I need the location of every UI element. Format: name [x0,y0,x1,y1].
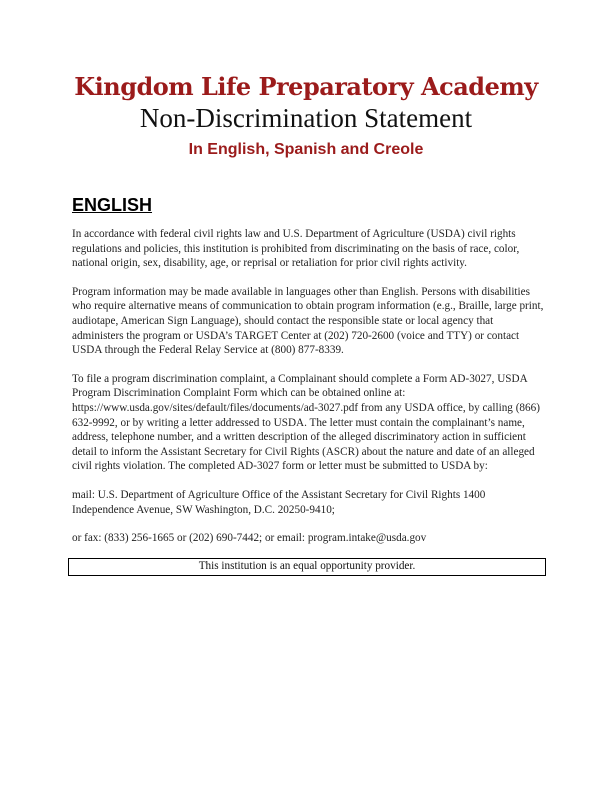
paragraph-mail-address: mail: U.S. Department of Agriculture Office of the Assistant Secretary for Civil Rights 1400 Independence Avenue, SW Washington, D.C. 20250-9410; [72,488,486,516]
paragraph-complaint-filing: To file a program discrimination complaint, a Complainant should complete a Form AD-3027, USDA Program Discrimination Complaint Form which can be obtained online at: https://www.usda.gov/sites/default/files/documents/ad-3027.pdf from any USDA office, by calling (866) 632-9992, or by writing a letter addressed to USDA. The letter must contain the complainant’s name, address, telephone number, and a written description of the alleged discriminatory action in sufficient detail to inform the Assistant Secretary for Civil Rights (ASCR) about the nature and date of an alleged civil rights violation. The completed AD-3027 form or letter must be submitted to USDA by: [72,372,540,473]
document-subtitle: In English, Spanish and Creole [188,141,424,158]
equal-opportunity-notice: This institution is an equal opportunity provider. [68,558,546,576]
document-header [0,72,612,162]
paragraph-nondiscrimination: In accordance with federal civil rights law and U.S. Department of Agriculture (USDA) civil rights regulations and policies, this institution is prohibited from discriminating on the basis of race, color, national origin, sex, disability, age, or reprisal or retaliation for prior civil rights activity. [72,228,520,270]
english-section [72,193,546,576]
paragraph-program-information: Program information may be made available in languages other than English. Persons with disabilities who require alternative means of communication to obtain program information (e.g., Braille, large print, audiotape, American Sign Language), should contact the responsible state or local agency that administers the program or USDA’s TARGET Center at (202) 720-2600 (voice and TTY) or contact USDA through the Federal Relay Service at (800) 877-8339. [72,285,544,357]
school-name: Kingdom Life Preparatory Academy [74,72,538,101]
section-heading-english: ENGLISH [72,195,153,215]
paragraph-fax-email: or fax: (833) 256-1665 or (202) 690-7442; or email: program.intake@usda.gov [72,532,427,545]
document-title: Non-Discrimination Statement [139,103,473,133]
